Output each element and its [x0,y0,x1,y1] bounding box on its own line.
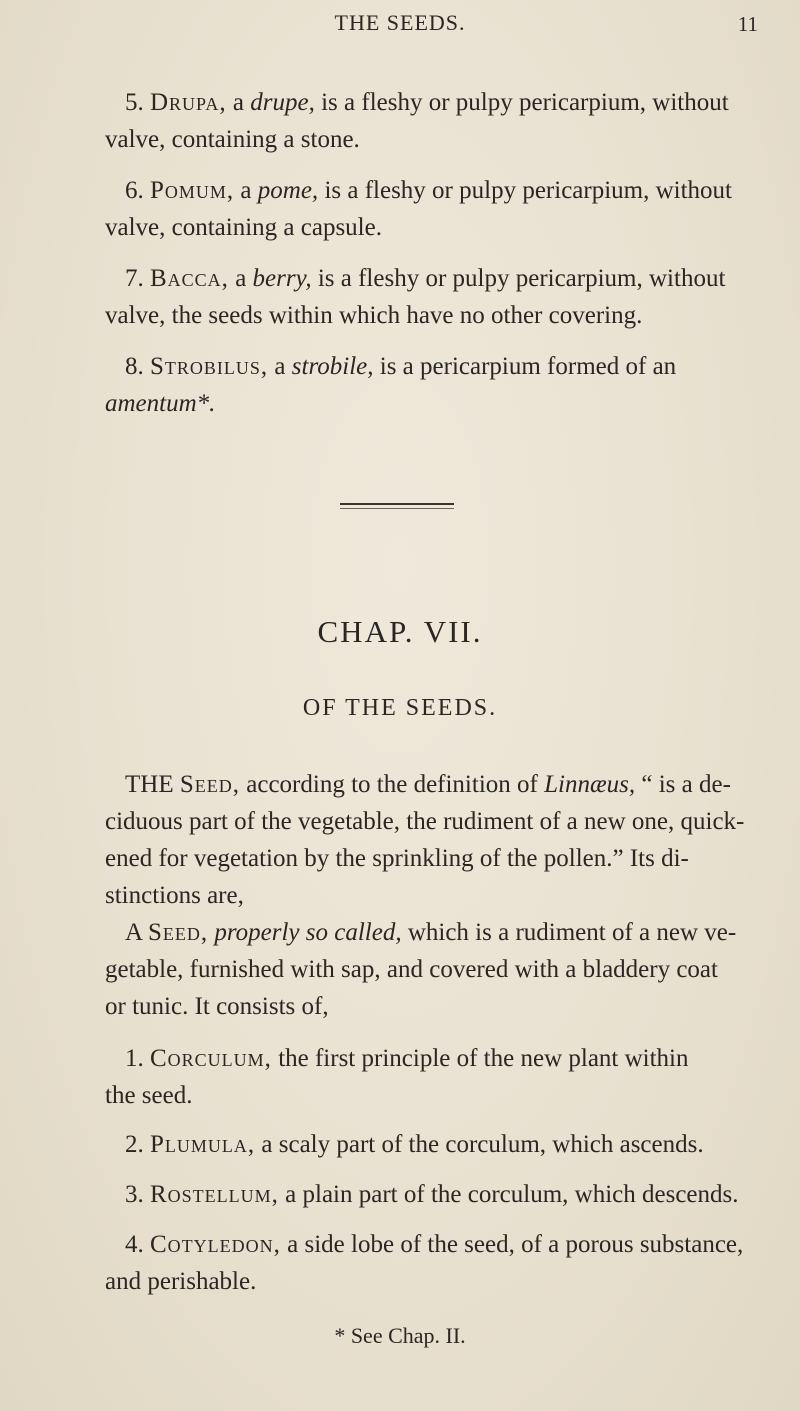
part-definition-continuation: and perishable. [105,1268,257,1295]
definition-continuation: amentum*. [105,390,216,417]
fruit-type-drupa [105,84,765,158]
definition-paragraph [105,914,765,1025]
seed-part-plumula [125,1126,765,1163]
intro-lead: THE [125,771,174,798]
intro-line: stinctions are, [105,882,244,909]
page-number: 11 [737,12,758,36]
seed-part-cotyledon [105,1226,765,1300]
latin-name: Cotyledon, [150,1231,281,1258]
item-number: 8. [125,353,144,380]
english-term: pome, [257,177,319,204]
part-definition: a plain part of the corculum, which descends. [278,1181,739,1208]
definition-qualifier: properly so called, [208,919,402,946]
item-number: 7. [125,265,144,292]
latin-name: Pomum, [150,177,235,204]
part-definition-continuation: the seed. [105,1082,193,1109]
item-number: 3. [125,1181,144,1208]
definition-line: or tunic. It consists of, [105,993,329,1020]
article: a [234,177,258,204]
latin-name: Rostellum, [150,1181,279,1208]
definition-lead: A [125,919,148,946]
definition-continuation: valve, containing a capsule. [105,214,382,241]
definition-line: is a fleshy or pulpy pericarpium, without [311,265,726,292]
part-definition: a scaly part of the corculum, which ascends. [255,1131,704,1158]
english-term: berry, [252,265,312,292]
definition-text: which is a rudiment of a new ve- [401,919,737,946]
latin-name: Bacca, [150,265,229,292]
intro-paragraph [105,766,765,914]
running-title: THE SEEDS. [334,10,466,35]
item-number: 1. [125,1045,144,1072]
article: a [268,353,292,380]
article: a [228,265,253,292]
item-number: 6. [125,177,144,204]
section-divider [340,503,454,509]
item-number: 2. [125,1131,144,1158]
fruit-type-strobilus [105,348,765,422]
part-definition: a side lobe of the seed, of a porous substance, [280,1231,744,1258]
english-term: strobile, [291,353,374,380]
definition-line: is a fleshy or pulpy pericarpium, without [314,89,729,116]
chapter-title: CHAP. VII. [317,614,483,649]
chapter-subtitle: OF THE SEEDS. [302,695,498,721]
author-name: Linnæus, [544,771,636,798]
latin-name: Strobilus, [150,353,269,380]
intro-line: ened for vegetation by the sprinkling of the pollen.” Its di- [105,845,689,872]
english-term: drupe, [250,89,315,116]
intro-term: Seed, [179,771,241,798]
latin-name: Plumula, [150,1131,256,1158]
definition-term: Seed, [147,919,209,946]
fruit-type-pomum [105,172,765,246]
footnote: * See Chap. II. [334,1323,466,1348]
part-definition: the first principle of the new plant within [271,1045,689,1072]
latin-name: Corculum, [150,1045,272,1072]
seed-part-rostellum [125,1176,765,1213]
definition-line: getable, furnished with sap, and covered with a bladdery coat [105,956,718,983]
definition-line: is a pericarpium formed of an [373,353,677,380]
seed-part-corculum [105,1040,765,1114]
definition-continuation: valve, containing a stone. [105,126,360,153]
latin-name: Drupa, [150,89,227,116]
definition-line: is a fleshy or pulpy pericarpium, without [318,177,732,204]
intro-text: according to the definition of [240,771,545,798]
fruit-type-bacca [105,260,765,334]
article: a [226,89,251,116]
intro-quote-start: “ is a de- [635,771,731,798]
definition-continuation: valve, the seeds within which have no other covering. [105,302,643,329]
running-head [0,10,800,40]
item-number: 5. [125,89,144,116]
item-number: 4. [125,1231,144,1258]
intro-line: ciduous part of the vegetable, the rudiment of a new one, quick- [105,808,745,835]
